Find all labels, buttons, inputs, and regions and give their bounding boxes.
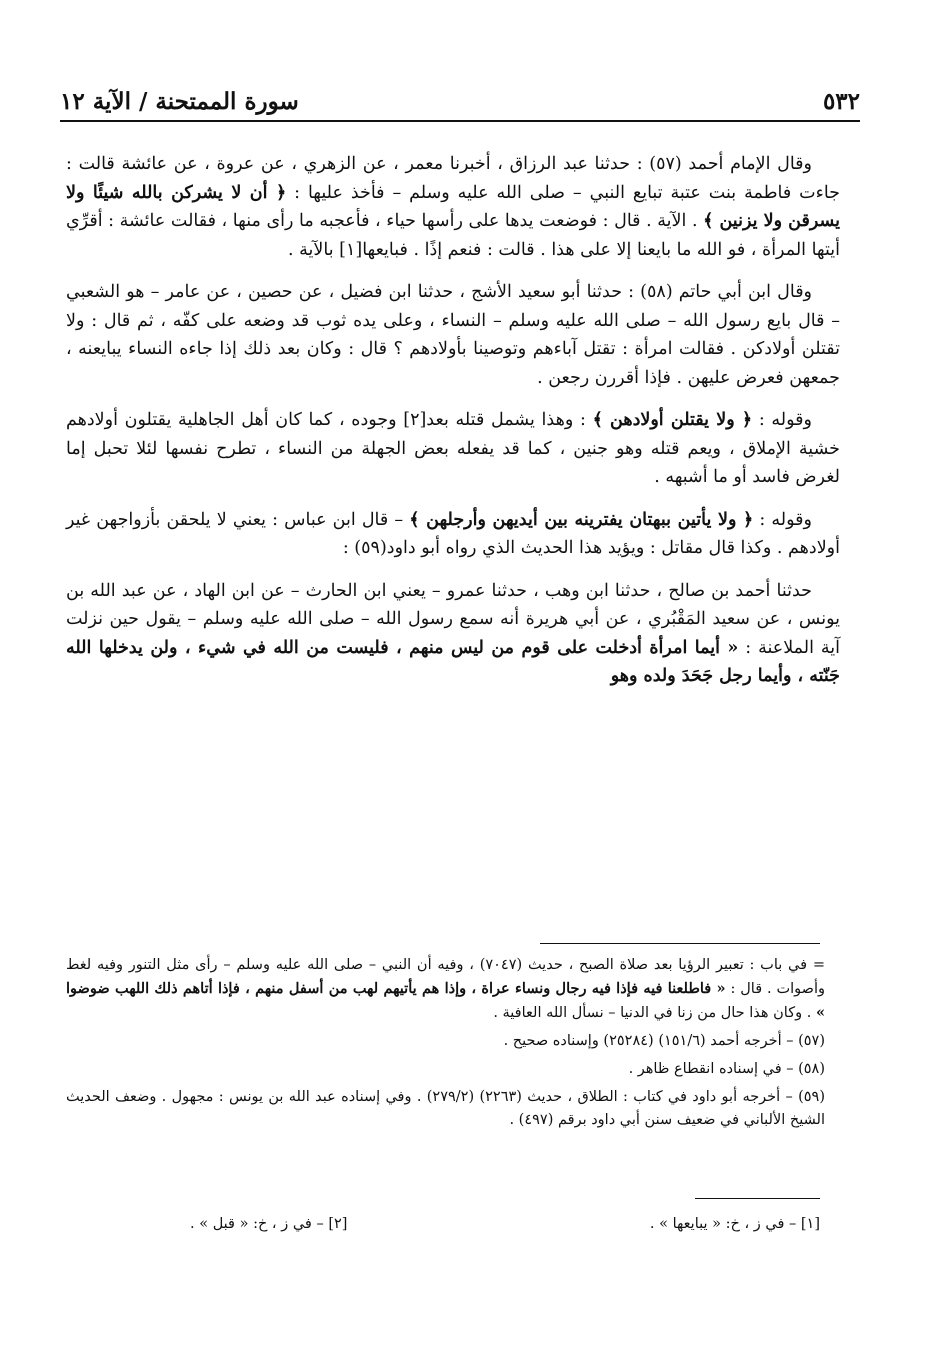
- paragraph-text: وقال ابن أبي حاتم (٥٨) : حدثنا أبو سعيد الأشج ، حدثنا ابن فضيل ، عن حصين ، عن عامر – هو الشعبي – قال بايع رسول الله – صلى الله عليه وسلم – النساء ، وعلى يده ثوب قد وضعه على كفّه ، ثم قال : ولا تقتلن أولادكن . فقالت امرأة : تقتل آباءهم وتوصينا بأولادهم ؟ قال : وكان بعد ذلك إذا جاءه النساء يبايعنه ، جمعهن فعرض عليهن . فإذا أقررن رجعن .: [66, 282, 840, 388]
- paragraph-hadith-abu-dawud: [66, 577, 840, 691]
- footnote-text: . وكان هذا حال من زنا في الدنيا – نسأل الله العافية .: [493, 1005, 816, 1021]
- paragraph-buhtan: [66, 506, 840, 563]
- footnote-separator: [540, 943, 820, 944]
- footnote-58: [66, 1058, 825, 1081]
- variant-note-1: [١] – في ز ، خ: « يبايعها » .: [649, 1216, 820, 1232]
- paragraph-text: : وهذا يشمل قتله بعد[٢] وجوده ، كما كان أهل الجاهلية يقتلون أولادهم خشية الإملاق ، ويعم قتله وهو جنين ، كما قد يفعله بعض الجهلة من النساء ، تطرح نفسها لئلا تحبل إما لغرض فاسد أو ما أشبهه .: [66, 410, 840, 487]
- paragraph-abi-hatim: [66, 278, 840, 392]
- quran-quote: ﴿ ولا يأتين ببهتان يفترينه بين أيديهن وأرجلهن ﴾: [409, 509, 754, 530]
- quran-quote: ﴿ ولا يقتلن أولادهن ﴾: [592, 410, 753, 430]
- running-header: [60, 82, 860, 122]
- paragraph-text: حدثنا أحمد بن صالح ، حدثنا ابن وهب ، حدثنا عمرو – يعني ابن الحارث – عن ابن الهاد ، عن عبد الله بن يونس ، عن سعيد المَقْبُري ، عن أبي هريرة أنه سمع رسول الله – صلى الله عليه وسلم – يقول حين نزلت آية الملاعنة :: [66, 580, 840, 658]
- footnote-text: (٥٧) – أخرجه أحمد (١٥١/٦) (٢٥٢٨٤) وإسناده صحيح .: [503, 1033, 825, 1049]
- footnote-continuation: [66, 954, 825, 1025]
- paragraph-text: – قال ابن عباس : يعني لا يلحقن بأزواجهن غير أولادهم . وكذا قال مقاتل : ويؤيد هذا الحديث الذي رواه أبو داود(٥٩) :: [66, 509, 840, 558]
- header-rule: [60, 120, 860, 122]
- paragraph-la-yaqtulna: [66, 406, 840, 492]
- surah-title: سورة الممتحنة / الآية ١٢: [60, 88, 299, 115]
- variants-separator: [695, 1198, 820, 1199]
- paragraph-text: وقوله :: [753, 509, 812, 530]
- footnotes: [66, 954, 825, 1137]
- paragraph-text: وقال الإمام أحمد (٥٧) : حدثنا عبد الرزاق ، أخبرنا معمر ، عن الزهري ، عن عروة ، عن عائشة قالت : جاءت فاطمة بنت عتبة تبايع النبي – صلى الله عليه وسلم – فأخذ عليها :: [66, 154, 840, 203]
- paragraph-text: . الآية . قال : فوضعت يدها على رأسها حياء ، فأعجبه ما رأى منها ، فقالت عائشة : أقرِّي أيتها المرأة ، فو الله ما بايعنا إلا على هذا . قالت : فنعم إذًا . فبايعها[١] بالآية .: [66, 211, 840, 260]
- footnote-text: = في باب : تعبير الرؤيا بعد صلاة الصبح ، حديث (٧٠٤٧) ، وفيه أن النبي – صلى الله عليه وسلم – رأى مثل التنور وفيه لغط وأصوات . قال :: [66, 957, 826, 997]
- footnote-59: [66, 1086, 825, 1132]
- hadith-quote: « أيما امرأة أدخلت على قوم من ليس منهم ، فليست من الله في شيء ، ولن يدخلها الله جَنّته ، وأيما رجل جَحَدَ ولده وهو: [66, 637, 840, 686]
- paragraph-ahmad: [66, 150, 840, 264]
- hadith-quote: « فاطلعنا فيه فإذا فيه رجال ونساء عراة ، وإذا هم يأتيهم لهب من أسفل منهم ، فإذا أتاهم ذلك اللهب ضوضوا »: [66, 980, 825, 1021]
- footnote-text: (٥٩) – أخرجه أبو داود في كتاب : الطلاق ، حديث (٢٢٦٣) (٢٧٩/٢) . وفي إسناده عبد الله بن يونس : مجهول . وضعف الحديث الشيخ الألباني في ضعيف سنن أبي داود برقم (٤٩٧) .: [66, 1089, 825, 1128]
- quran-quote: ﴿ أن لا يشركن بالله شيئًا ولا يسرقن ولا يزنين ﴾: [66, 182, 840, 231]
- footnote-57: [66, 1030, 825, 1053]
- paragraph-text: وقوله :: [752, 410, 812, 430]
- page-number: ٥٣٢: [822, 88, 860, 115]
- main-text: [66, 150, 840, 705]
- footnote-text: (٥٨) – في إسناده انقطاع ظاهر .: [628, 1061, 825, 1077]
- variant-note-2: [٢] – في ز ، خ: « قبل » .: [190, 1216, 348, 1232]
